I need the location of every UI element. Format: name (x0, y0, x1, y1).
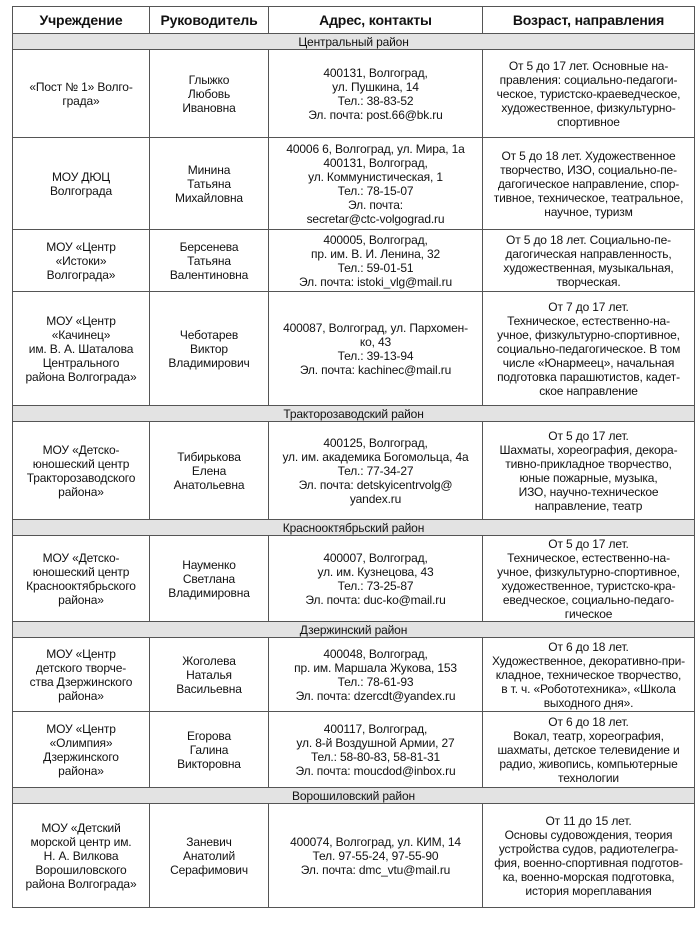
directions-cell: От 6 до 18 лет. Вокал, театр, хореография, шахматы, детское телевидение и радио, живопись, компьютерные технологии (483, 712, 695, 788)
contacts-cell: 400007, Волгоград, ул. им. Кузнецова, 43 Тел.: 73-25-87 Эл. почта: duc-ko@mail.ru (269, 536, 483, 622)
table-row (13, 50, 695, 138)
head-cell: Жоголева Наталья Васильевна (150, 638, 269, 712)
institutions-table (12, 6, 695, 908)
head-cell: Заневич Анатолий Серафимович (150, 804, 269, 908)
contacts-cell: 400048, Волгоград, пр. им. Маршала Жукова, 153 Тел.: 78-61-93 Эл. почта: dzercdt@yandex.ru (269, 638, 483, 712)
district-title: Тракторозаводский район (13, 406, 695, 422)
header-directions: Возраст, направления (483, 7, 695, 34)
head-cell: Науменко Светлана Владимировна (150, 536, 269, 622)
institution-cell: МОУ ДЮЦ Волгограда (13, 138, 150, 230)
contacts-cell: 400125, Волгоград, ул. им. академика Богомольца, 4а Тел.: 77-34-27 Эл. почта: detskyicentrvolg@ yandex.ru (269, 422, 483, 520)
directions-cell: От 11 до 15 лет. Основы судовождения, теория устройства судов, радиотелегра- фия, военно-спортивная подготов- ка, военно-морская подготовка, история мореплавания (483, 804, 695, 908)
table-row (13, 638, 695, 712)
contacts-cell: 400117, Волгоград, ул. 8-й Воздушной Армии, 27 Тел.: 58-80-83, 58-81-31 Эл. почта: moucdod@inbox.ru (269, 712, 483, 788)
table-row (13, 536, 695, 622)
district-title: Ворошиловский район (13, 788, 695, 804)
institution-cell: МОУ «Центр «Качинец» им. В. А. Шаталова Центрального района Волгограда» (13, 292, 150, 406)
district-row (13, 406, 695, 422)
contacts-cell: 400005, Волгоград, пр. им. В. И. Ленина, 32 Тел.: 59-01-51 Эл. почта: istoki_vlg@mail.ru (269, 230, 483, 292)
district-title: Краснооктябрьский район (13, 520, 695, 536)
header-institution: Учреждение (13, 7, 150, 34)
contacts-cell: 400074, Волгоград, ул. КИМ, 14 Тел. 97-55-24, 97-55-90 Эл. почта: dmc_vtu@mail.ru (269, 804, 483, 908)
institution-cell: МОУ «Детско- юношеский центр Краснооктябрьского района» (13, 536, 150, 622)
directions-cell: От 5 до 18 лет. Социально-пе- дагогическая направленность, художественная, музыкальная, творческая. (483, 230, 695, 292)
head-cell: Глыжко Любовь Ивановна (150, 50, 269, 138)
table-row (13, 804, 695, 908)
head-cell: Тибирькова Елена Анатольевна (150, 422, 269, 520)
header-row (13, 7, 695, 34)
table-row (13, 422, 695, 520)
district-title: Центральный район (13, 34, 695, 50)
head-cell: Берсенева Татьяна Валентиновна (150, 230, 269, 292)
header-head: Руководитель (150, 7, 269, 34)
table-row (13, 292, 695, 406)
contacts-cell: 400087, Волгоград, ул. Пархомен- ко, 43 Тел.: 39-13-94 Эл. почта: kachinec@mail.ru (269, 292, 483, 406)
directions-cell: От 6 до 18 лет. Художественное, декоративно-при- кладное, техническое творчество, в т. ч. «Робототехника», «Школа выходного дня». (483, 638, 695, 712)
district-row (13, 520, 695, 536)
directions-cell: От 5 до 17 лет. Основные на- правления: социально-педагоги- ческое, туристско-краеведческое, художественное, физкультурно- спортивное (483, 50, 695, 138)
table-row (13, 230, 695, 292)
directions-cell: От 5 до 18 лет. Художественное творчество, ИЗО, социально-пе- дагогическое направление, спор- тивное, техническое, театральное, научное, туризм (483, 138, 695, 230)
district-row (13, 788, 695, 804)
directions-cell: От 5 до 17 лет. Шахматы, хореография, декора- тивно-прикладное творчество, юные пожарные, музыка, ИЗО, научно-техническое направление, театр (483, 422, 695, 520)
head-cell: Чеботарев Виктор Владимирович (150, 292, 269, 406)
contacts-cell: 40006 6, Волгоград, ул. Мира, 1а 400131, Волгоград, ул. Коммунистическая, 1 Тел.: 78-15-07 Эл. почта: secretar@ctc-volgograd.ru (269, 138, 483, 230)
contacts-cell: 400131, Волгоград, ул. Пушкина, 14 Тел.: 38-83-52 Эл. почта: post.66@bk.ru (269, 50, 483, 138)
institution-cell: «Пост № 1» Волго- града» (13, 50, 150, 138)
institution-cell: МОУ «Центр «Истоки» Волгограда» (13, 230, 150, 292)
district-title: Дзержинский район (13, 622, 695, 638)
institution-cell: МОУ «Центр «Олимпия» Дзержинского района» (13, 712, 150, 788)
table-row (13, 712, 695, 788)
institution-cell: МОУ «Детский морской центр им. Н. А. Вилкова Ворошиловского района Волгограда» (13, 804, 150, 908)
directions-cell: От 5 до 17 лет. Техническое, естественно-на- учное, физкультурно-спортивное, художественное, туристско-кра- еведческое, социально-педаго- гическое (483, 536, 695, 622)
district-row (13, 34, 695, 50)
directions-cell: От 7 до 17 лет. Техническое, естественно-на- учное, физкультурно-спортивное, социально-педагогическое. В том числе «Юнармеец», начальная подготовка парашютистов, кадет- ское направление (483, 292, 695, 406)
head-cell: Минина Татьяна Михайловна (150, 138, 269, 230)
header-contacts: Адрес, контакты (269, 7, 483, 34)
institution-cell: МОУ «Детско- юношеский центр Тракторозаводского района» (13, 422, 150, 520)
head-cell: Егорова Галина Викторовна (150, 712, 269, 788)
district-row (13, 622, 695, 638)
table-row (13, 138, 695, 230)
institution-cell: МОУ «Центр детского творче- ства Дзержинского района» (13, 638, 150, 712)
